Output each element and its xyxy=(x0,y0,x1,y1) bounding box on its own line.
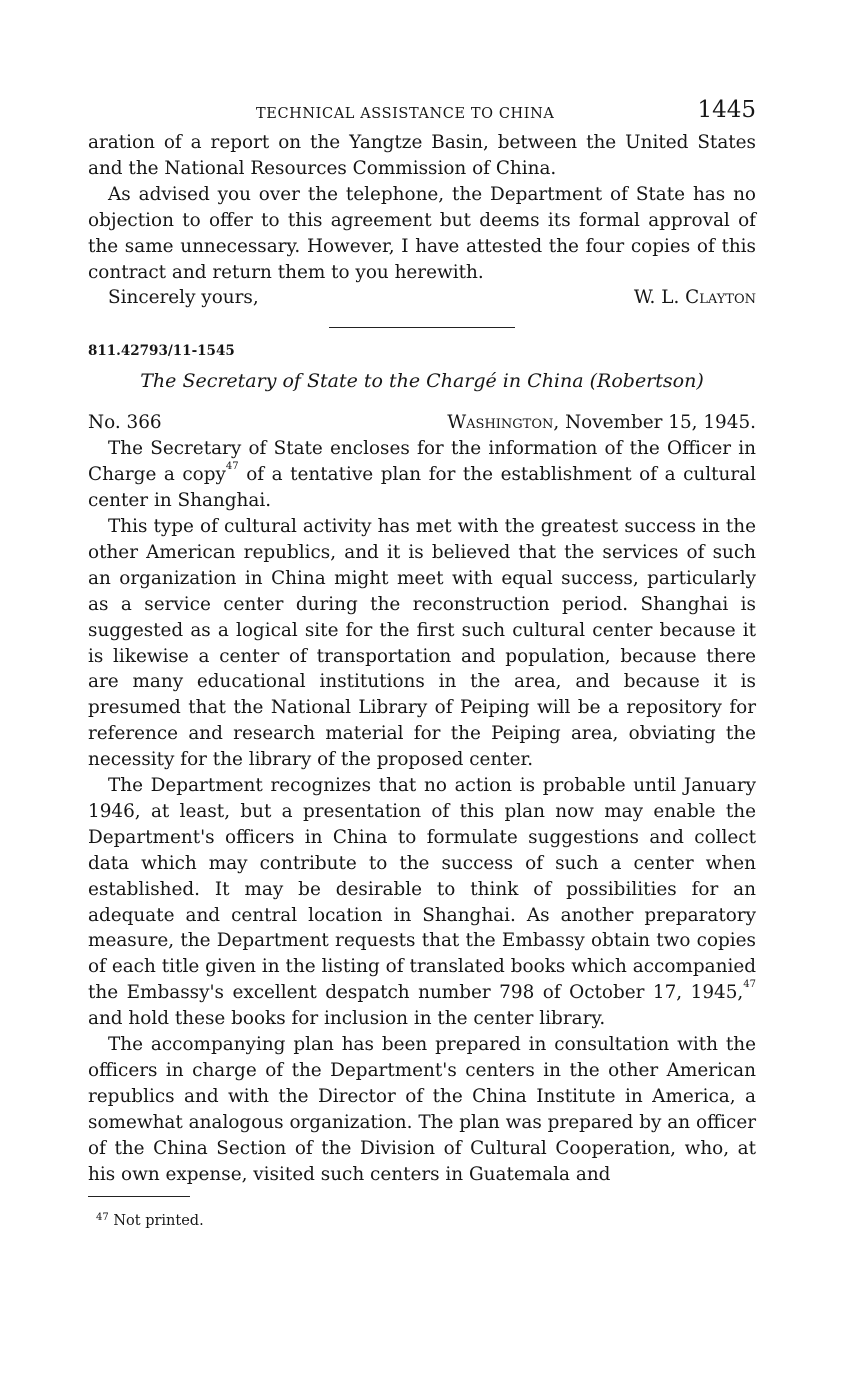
running-header xyxy=(88,96,756,130)
body-text: The Department recognizes that no action is probable until January 1946, at least, but a presentation of this plan now may enable the Department's officers in China to formulate suggestions and collect data which may contribute to the success of such a center when established. It may be desirable to think of possibilities for an adequate and central location in Shanghai. As another preparatory measure, the Department requests that the Embassy obtain two copies of each title given in the listing of translated books which accompanied the Embassy's excellent despatch number 798 of October 17, 1945, xyxy=(88,775,756,1004)
document-title xyxy=(88,368,756,394)
footnote-reference: 47 xyxy=(743,979,756,991)
closing-salutation: Sincerely yours, xyxy=(108,287,259,309)
title-text: The Secretary of State to the Chargé in China ( xyxy=(140,370,598,393)
letter-paragraph-continued: aration of a report on the Yangtze Basin, between the United States and the National Resources Commission of China. xyxy=(88,132,756,179)
date: , November 15, 1945. xyxy=(553,412,756,434)
letter-signoff xyxy=(88,285,756,311)
document-number: No. 366 xyxy=(88,412,162,434)
body-text: and hold these books for inclusion in the center library. xyxy=(88,1008,606,1030)
footnote-marker: 47 xyxy=(96,1211,109,1223)
body-paragraph-1 xyxy=(88,436,756,514)
body-paragraph-3 xyxy=(88,773,756,1032)
body-paragraph-4: The accompanying plan has been prepared in consultation with the officers in charge of the Department's centers in the other American republics and with the Director of the China Institute in America, a somewhat analogous organization. The plan was prepared by an officer of the China Section of the Division of Cultural Cooperation, who, at his own expense, visited such centers in Guatemala and xyxy=(88,1034,756,1185)
footnote-reference: 47 xyxy=(225,461,239,473)
running-title: TECHNICAL ASSISTANCE TO CHINA xyxy=(256,106,555,122)
page-number: 1445 xyxy=(697,97,756,123)
dateline xyxy=(88,410,756,436)
signature: W. L. Clayton xyxy=(633,287,756,309)
title-close-paren: ) xyxy=(696,370,704,393)
title-recipient-name: Robertson xyxy=(597,370,697,393)
place-date xyxy=(447,410,756,436)
letter-paragraph: As advised you over the telephone, the Department of State has no objection to offer to this agreement but deems its formal approval of the same unnecessary. However, I have attested the four copies of this contract and return them to you herewith. xyxy=(88,183,756,283)
footnote-text: Not printed. xyxy=(108,1212,204,1229)
section-divider xyxy=(329,327,515,328)
body-text: of a tentative plan for the establishment of a cultural center in Shanghai. xyxy=(88,464,756,512)
place: Washington xyxy=(447,412,554,434)
document-page xyxy=(88,96,756,1229)
footnote xyxy=(88,1213,756,1229)
footnote-divider xyxy=(88,1196,190,1197)
body-paragraph-2: This type of cultural activity has met with the greatest success in the other American republics, and it is believed that the services of such an organization in China might meet with equal success, particularly as a service center during the reconstruction period. Shanghai is suggested as a logical site for the first such cultural center because it is likewise a center of transportation and population, because there are many educational institutions in the area, and because it is presumed that the National Library of Peiping will be a repository for reference and research material for the Peiping area, obviating the necessity for the library of the proposed center. xyxy=(88,515,756,771)
file-number: 811.42793/11-1545 xyxy=(88,343,235,360)
body-text: The Secretary of State encloses for the information of the Officer in Charge a copy xyxy=(88,438,756,486)
